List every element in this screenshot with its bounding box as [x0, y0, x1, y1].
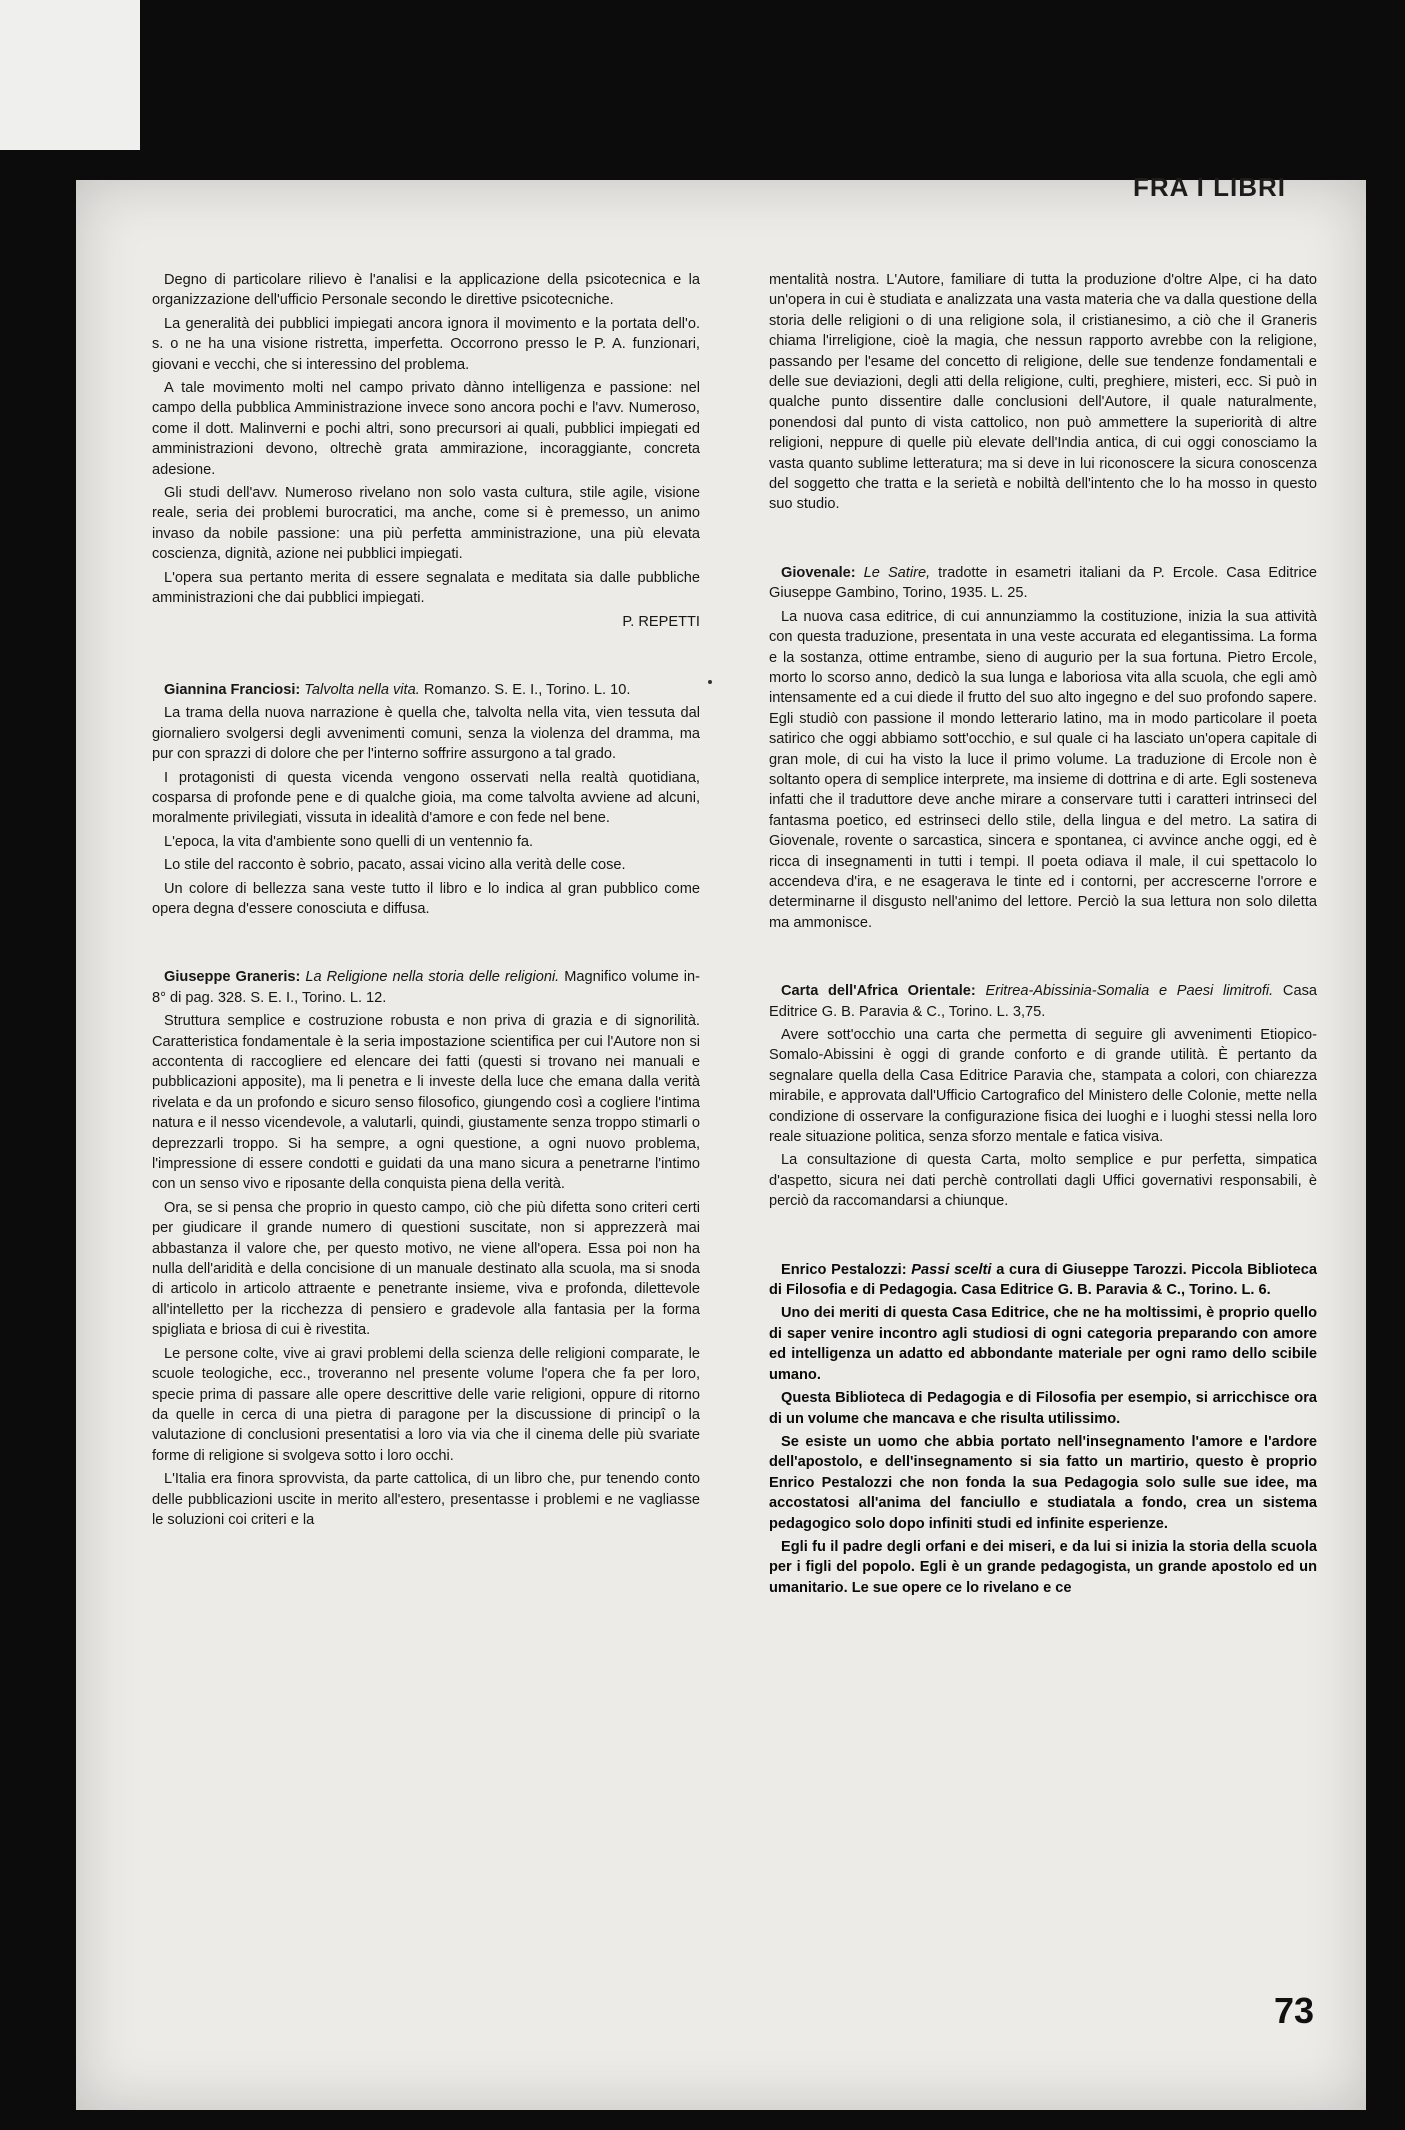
paragraph: Un colore di bellezza sana veste tutto il libro e lo indica al gran pubblico come opera degna d'essere conosciuta e diffusa. [152, 880, 700, 917]
review-carta-africa [769, 981, 1317, 1211]
review-heading [769, 981, 1317, 1022]
review-heading [769, 1260, 1317, 1301]
review-author: Carta dell'Africa Orientale: [781, 983, 976, 1000]
paragraph: La nuova casa editrice, di cui annunziammo la costituzione, inizia la sua attività con questa traduzione, presentata in una veste accurata ed elegantissima. La forma e la sostanza, ottime entrambe, sieno di augurio per la sua fortuna. Pietro Ercole, morto lo scorso anno, dedicò la sua lunga e laboriosa vita alla scuola, che egli amò intensamente ed a cui diede il frutto del suo alto ingegno e del suo profondo sapere. Egli studiò con passione il mondo letterario latino, ma in modo particolare il poeta satirico che oggi abbiamo sott'occhio, e sul quale ci ha lasciato un'opera capitale di gran mole, di cui ha visto la luce il primo volume. La traduzione di Ercole non è soltanto opera di semplice interprete, ma insieme di dottrina e di arte. Egli sosteneva infatti che il traduttore deve anche mirare a conservare tutti i caratteri intrinseci del fantasma poetico, ed estrinseci dello stile, della lingua e del metro. La satira di Giovenale, rovente o sarcastica, sincera e spontanea, ci avvince anche oggi, ed è ricca di insegnamenti in tutti i tempi. Il poeta odiava il male, il cui spettacolo lo accendeva d'ira, e ne esagerava le tinte ed i contorni, per accrescerne l'orrore e determinarne il disgusto nell'animo del lettore. Perciò la sua lettura non solo diletta ma ammonisce. [769, 608, 1317, 931]
left-column [152, 270, 700, 1578]
review-title: Eritrea-Abissinia-Somalia e Paesi limitrofi. [985, 983, 1274, 1000]
review-title: Le Satire, [863, 564, 931, 581]
review-title: Passi scelti [911, 1261, 992, 1278]
review-details: a cura di Giuseppe Tarozzi. Piccola Biblioteca di Filosofia e di Pedagogia. Casa Editrice G. B. Paravia & C., Torino. L. 6. [769, 1261, 1317, 1299]
paragraph: mentalità nostra. L'Autore, familiare di tutta la produzione d'oltre Alpe, ci ha dato un'opera in cui è studiata e analizzata una vasta materia che va dalla questione della storia delle religioni o di una religione sola, il cristianesimo, a ciò che il Graneris chiama l'irreligione, cioè la magia, che nessun rapporto avrebbe con la religione, passando per l'esame del concetto di religione, delle sue tendenze fondamentali e delle sue deviazioni, degli atti della religione, culti, preghiere, misteri, ecc. Si può in qualche punto dissentire dalle conclusioni dell'Autore, il quale naturalmente, ponendosi dal punto di vista cattolico, non può ammettere la superiorità di altre religioni, neppure di quelle più elevate dell'India antica, di cui oggi conosciamo la vasta quanto sublime letteratura; ma si deve in lui riconoscere la sicura conoscenza del soggetto che tratta e la serietà e nobiltà dell'intento che lo ha mosso in questo suo studio. [769, 272, 1317, 513]
book-page [76, 172, 1366, 2110]
paragraph: La trama della nuova narrazione è quella che, talvolta nella vita, vien tessuta dal giornaliero svolgersi degli avvenimenti comuni, senza la violenza del dramma, ma pur con sprazzi di dolore che per l'interno soffrire assurgono a tal grado. [152, 705, 700, 763]
review-heading [769, 563, 1317, 604]
review-pestalozzi [769, 1260, 1317, 1599]
review-author: Enrico Pestalozzi: [781, 1261, 907, 1278]
review-title: La Religione nella storia delle religioni. [305, 969, 560, 986]
paragraph: Uno dei meriti di questa Casa Editrice, che ne ha moltissimi, è proprio quello di saper venire incontro agli studiosi di ogni categoria preparando con amore ed intelligenza un adatto ed abbondante materiale per ogni ramo dello scibile umano. [769, 1305, 1317, 1383]
paragraph: Degno di particolare rilievo è l'analisi e la applicazione della psicotecnica e la organizzazione dell'ufficio Personale secondo le direttive psicotecniche. [152, 272, 700, 309]
review-author: Giovenale: [781, 564, 856, 581]
paragraph: Struttura semplice e costruzione robusta e non priva di grazia e di signorilità. Caratteristica fondamentale è la seria impostazione scientifica per cui l'Autore non si accontenta di raccogliere ed elencare dei fatti (questi si trovano nei manuali e pubblicazioni apposite), ma li penetra e li investe della luce che emana dalla verità rivelata e da un profondo e sicuro senso filosofico, giungendo così a cogliere l'intima natura e il nesso vicendevole, a valutarli, quindi, giustamente senza troppo stimarli o deprezzarli troppo. Si ha sempre, a ogni questione, a ogni nuovo problema, l'impressione di essere condotti e guidati da una mano sicura a penetrarne l'intimo con un senso vivo e riposante della conquista piena della verità. [152, 1013, 700, 1193]
signature: P. REPETTI [622, 613, 700, 630]
review-heading [152, 967, 700, 1008]
review-author: Giuseppe Graneris: [164, 969, 301, 986]
review-giovenale [769, 563, 1317, 933]
review-franciosi [152, 680, 700, 919]
paragraph: A tale movimento molti nel campo privato dànno intelligenza e passione: nel campo della pubblica Amministrazione invece sono ancora pochi e l'avv. Numeroso, come il dott. Malinverni e pochi altri, sono precursori ai quali, pubblici impiegati ed amministrazioni devono, oltrechè grata ammirazione, incoraggiante, concreta adesione. [152, 380, 700, 478]
review-details: Magnifico volume in-8° di pag. 328. S. E. I., Torino. L. 12. [152, 969, 700, 1006]
paragraph: Le persone colte, vive ai gravi problemi della scienza delle religioni comparate, le scuole teologiche, ecc., troveranno nel presente volume l'opera che fa per loro, specie prima di passare alle opere descrittive delle varie religioni, oppure di ritorno da quelle in cerca di una pietra di paragone per la discussione di principî o la valutazione di conclusioni presentatisi a loro via via che il cinema delle più svariate forme di religione si svolgeva sotto i loro occhi. [152, 1345, 700, 1464]
scan-edge [0, 0, 140, 150]
paragraph: L'epoca, la vita d'ambiente sono quelli di un ventennio fa. [164, 833, 534, 850]
paragraph: L'opera sua pertanto merita di essere segnalata e meditata sia dalle pubbliche amministrazioni che dai pubblici impiegati. [152, 569, 700, 607]
review-heading [152, 680, 700, 700]
paragraph: Lo stile del racconto è sobrio, pacato, assai vicino alla verità delle cose. [164, 857, 626, 874]
paragraph: La consultazione di questa Carta, molto semplice e pur perfetta, simpatica d'aspetto, sicura nei dati perchè controllati dagli Uffici governativi responsabili, è perciò da raccomandarsi a chiunque. [769, 1152, 1317, 1210]
print-speck [708, 680, 712, 684]
paragraph: Avere sott'occhio una carta che permetta di seguire gli avvenimenti Etiopico-Somalo-Abissini è oggi di grande conforto e di grande utilità. È pertanto da segnalare quella della Casa Editrice Paravia che, stampata a colori, con chiarezza mirabile, e approvata dall'Ufficio Cartografico del Ministero delle Colonie, mette nella condizione di osservare la configurazione fisica dei luoghi e i luoghi stessi nella loro reale situazione politica, senza sforzo mentale e fatica visiva. [769, 1027, 1317, 1146]
review-details: tradotte in esametri italiani da P. Ercole. Casa Editrice Giuseppe Gambino, Torino, 1935. L. 25. [769, 564, 1317, 602]
paragraph: Egli fu il padre degli orfani e dei miseri, e da lui si inizia la storia della scuola per i figli del popolo. Egli è un grande pedagogista, un grande apostolo ed un umanitario. Le sue opere ce lo rivelano e ce [769, 1538, 1317, 1596]
right-column [769, 270, 1317, 1646]
review-author: Giannina Franciosi: [164, 681, 301, 698]
paragraph: Questa Biblioteca di Pedagogia e di Filosofia per esempio, si arricchisce ora di un volume che mancava e che risulta utilissimo. [769, 1390, 1317, 1427]
intro-section [152, 270, 700, 632]
running-head: FRA I LIBRI [1132, 172, 1286, 202]
review-details: Casa Editrice G. B. Paravia & C., Torino. L. 3,75. [769, 983, 1317, 1020]
paragraph: La generalità dei pubblici impiegati ancora ignora il movimento e la portata dell'o. s. o ne ha una visione ristretta, imperfetta. Occorrono presso le P. A. funzionari, giovani e vecchi, che si interessino del problema. [152, 315, 700, 373]
page-number: 73 [1273, 1990, 1314, 2031]
paragraph: L'Italia era finora sprovvista, da parte cattolica, di un libro che, pur tenendo conto delle pubblicazioni uscite in merito all'estero, presentasse i problemi e ne vagliasse le soluzioni coi criteri e la [152, 1471, 700, 1528]
paragraph: Gli studi dell'avv. Numeroso rivelano non solo vasta cultura, stile agile, visione reale, seria dei problemi burocratici, ma anche, come si è premesso, un animo invaso da nobile passione: una più perfetta amministrazione, una più elevata coscienza, dignità, azione nei pubblici impiegati. [152, 485, 700, 563]
graneris-continuation [769, 270, 1317, 515]
review-details: Romanzo. S. E. I., Torino. L. 10. [423, 681, 631, 698]
paragraph: Se esiste un uomo che abbia portato nell'insegnamento l'amore e l'ardore dell'apostolo, e dell'insegnamento si sia fatto un martirio, questo è proprio Enrico Pestalozzi che non fonda la sua Pedagogia solo sulle sue idee, ma accostatosi all'anima del fanciullo e studiatala a fondo, crea un sistema pedagogico solo dopo infiniti studi ed infinite esperienze. [769, 1433, 1317, 1532]
review-graneris [152, 967, 700, 1530]
review-title: Talvolta nella vita. [304, 681, 420, 698]
paragraph: I protagonisti di questa vicenda vengono osservati nella realtà quotidiana, cosparsa di profonde pene e di qualche gioia, ma come talvolta avviene ad alcuni, moralmente privilegiati, vissuta in idealità d'amore e con fede nel bene. [152, 769, 700, 827]
paragraph: Ora, se si pensa che proprio in questo campo, ciò che più difetta sono criteri certi per giudicare il grande numero di questioni suscitate, non si apprezzerà mai abbastanza il valore che, per questo motivo, ne viene all'opera. Essa poi non ha nulla dell'aridità e della concisione di un manuale destinato alla scuola, ma si snoda di articolo in articolo attraente e penetrante insieme, viva e profonda, dilettevole all'intelletto per la ricchezza di pensiero e gradevole alla fantasia per la forma spigliata e briosa di cui è rivestita. [152, 1199, 700, 1339]
